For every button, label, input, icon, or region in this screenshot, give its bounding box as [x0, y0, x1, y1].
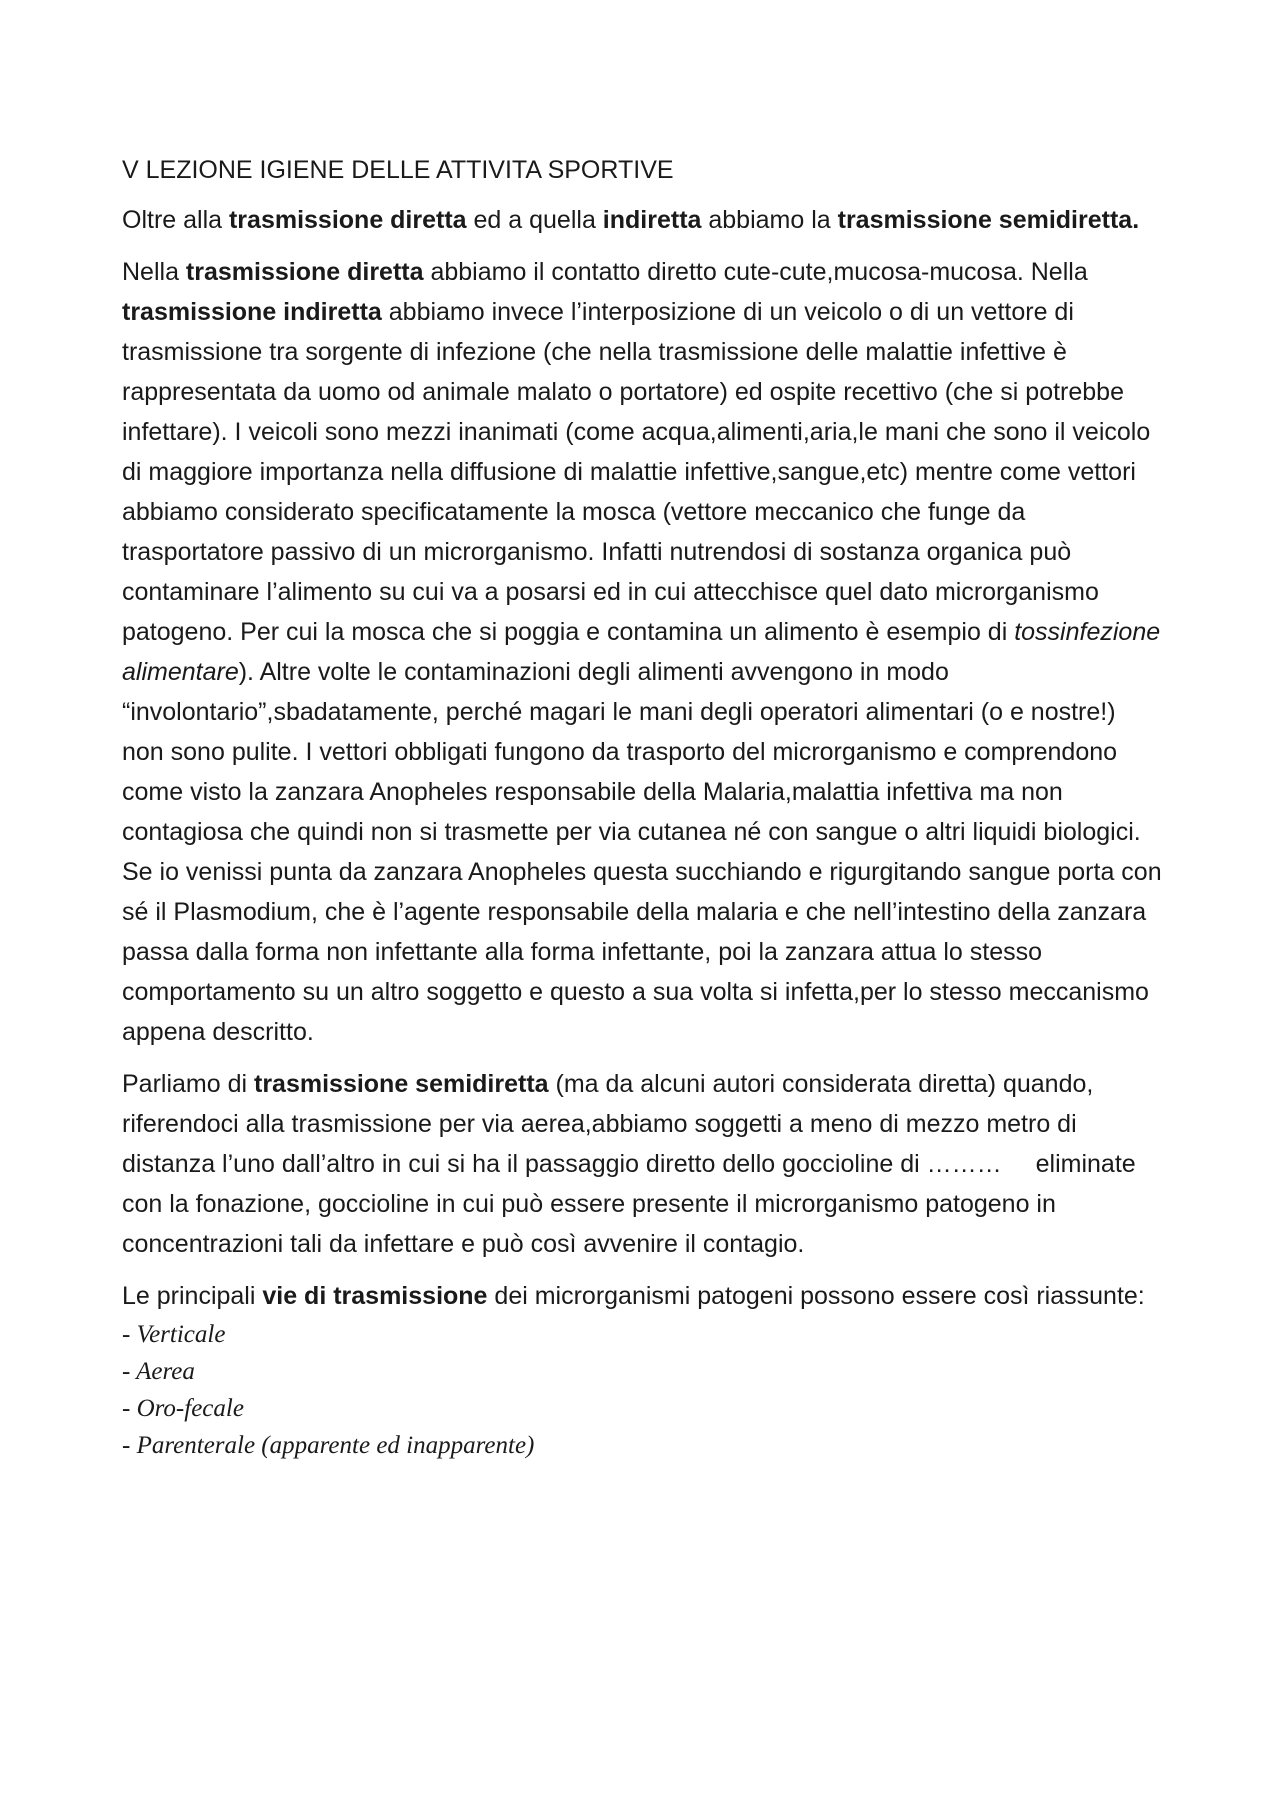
bold-semidirect-transmission: trasmissione semidiretta — [254, 1070, 549, 1098]
intro-text: Oltre alla — [122, 206, 229, 234]
bold-direct-transmission: trasmissione diretta — [185, 258, 424, 286]
paragraph-text: abbiamo invece l’interposizione di un veicolo o di un vettore di trasmissione tra sorgente di infezione (che nella trasmissione delle malattie infettive è rappresentata da uomo od animale malato o portatore) ed ospite recettivo (che si potrebbe infettare). I veicoli sono mezzi inanimati (come acqua,alimenti,aria,le mani che sono il veicolo di maggiore importanza nella diffusione di malattie infettive,sangue,etc) mentre come vettori abbiamo considerato specificatamente la mosca (vettore meccanico che funge da trasportatore passivo di un microrganismo. Infatti nutrendosi di sostanza organica può contaminare l’alimento su cui va a posarsi ed in cui attecchisce quel dato microrganismo patogeno. Per cui la mosca che si poggia e contamina un alimento è esempio di — [122, 298, 1151, 646]
bold-indirect-transmission: trasmissione indiretta — [122, 298, 382, 326]
intro-bold-indirect: indiretta — [602, 206, 702, 234]
list-item: - Verticale — [122, 1321, 226, 1348]
intro-text: abbiamo la — [701, 206, 838, 234]
bold-routes: vie di trasmissione — [262, 1282, 488, 1310]
intro-text: ed a quella — [466, 206, 603, 234]
paragraph-text: (ma da alcuni autori considerata diretta) quando, riferendoci alla trasmissione per via aerea,abbiamo soggetti a meno di mezzo metro di distanza l’uno dall’altro in cui si ha il passaggio diretto dello goccioline di ……… — [122, 1070, 1094, 1178]
paragraph-text: eliminate con la fonazione, goccioline in cui può essere presente il microrganismo patogeno in concentrazioni tali da infettare e può così avvenire il contagio. — [122, 1150, 1136, 1258]
italic-food-poisoning: tossinfezione alimentare — [122, 618, 1161, 686]
paragraph-text: abbiamo il contatto diretto cute-cute,mucosa-mucosa. Nella — [423, 258, 1088, 286]
lesson-title: V LEZIONE IGIENE DELLE ATTIVITA SPORTIVE — [122, 156, 674, 184]
paragraph-text: Le principali — [122, 1282, 263, 1310]
document-page — [122, 150, 1162, 1464]
routes-list — [122, 1316, 1162, 1464]
list-item: - Aerea — [122, 1358, 195, 1385]
paragraph-text: dei microrganismi patogeni possono essere così riassunte: — [487, 1282, 1145, 1310]
paragraph-text: Nella — [122, 258, 186, 286]
intro-bold-direct: trasmissione diretta — [228, 206, 467, 234]
list-item: - Parenterale (apparente ed inapparente) — [122, 1432, 535, 1459]
paragraph-text: Parliamo di — [122, 1070, 254, 1098]
paragraph-text: ). Altre volte le contaminazioni degli alimenti avvengono in modo “involontario”,sbadatamente, perché magari le mani degli operatori alimentari (o e nostre!) non sono pulite. I vettori obbligati fungono da trasporto del microrganismo e comprendono come visto la zanzara Anopheles responsabile della Malaria,malattia infettiva ma non contagiosa che quindi non si trasmette per via cutanea né con sangue o altri liquidi biologici. Se io venissi punta da zanzara Anopheles questa succhiando e rigurgitando sangue porta con sé il Plasmodium, che è l’agente responsabile della malaria e che nell’intestino della zanzara passa dalla forma non infettante alla forma infettante, poi la zanzara attua lo stesso comportamento su un altro soggetto e questo a sua volta si infetta,per lo stesso meccanismo appena descritto. — [122, 658, 1162, 1046]
intro-bold-semidirect: trasmissione semidiretta. — [837, 206, 1140, 234]
intro-paragraph — [122, 200, 1162, 240]
routes-intro-paragraph — [122, 1276, 1162, 1316]
transmission-paragraph — [122, 252, 1162, 1052]
list-item: - Oro-fecale — [122, 1395, 244, 1422]
semidirect-paragraph — [122, 1064, 1162, 1264]
